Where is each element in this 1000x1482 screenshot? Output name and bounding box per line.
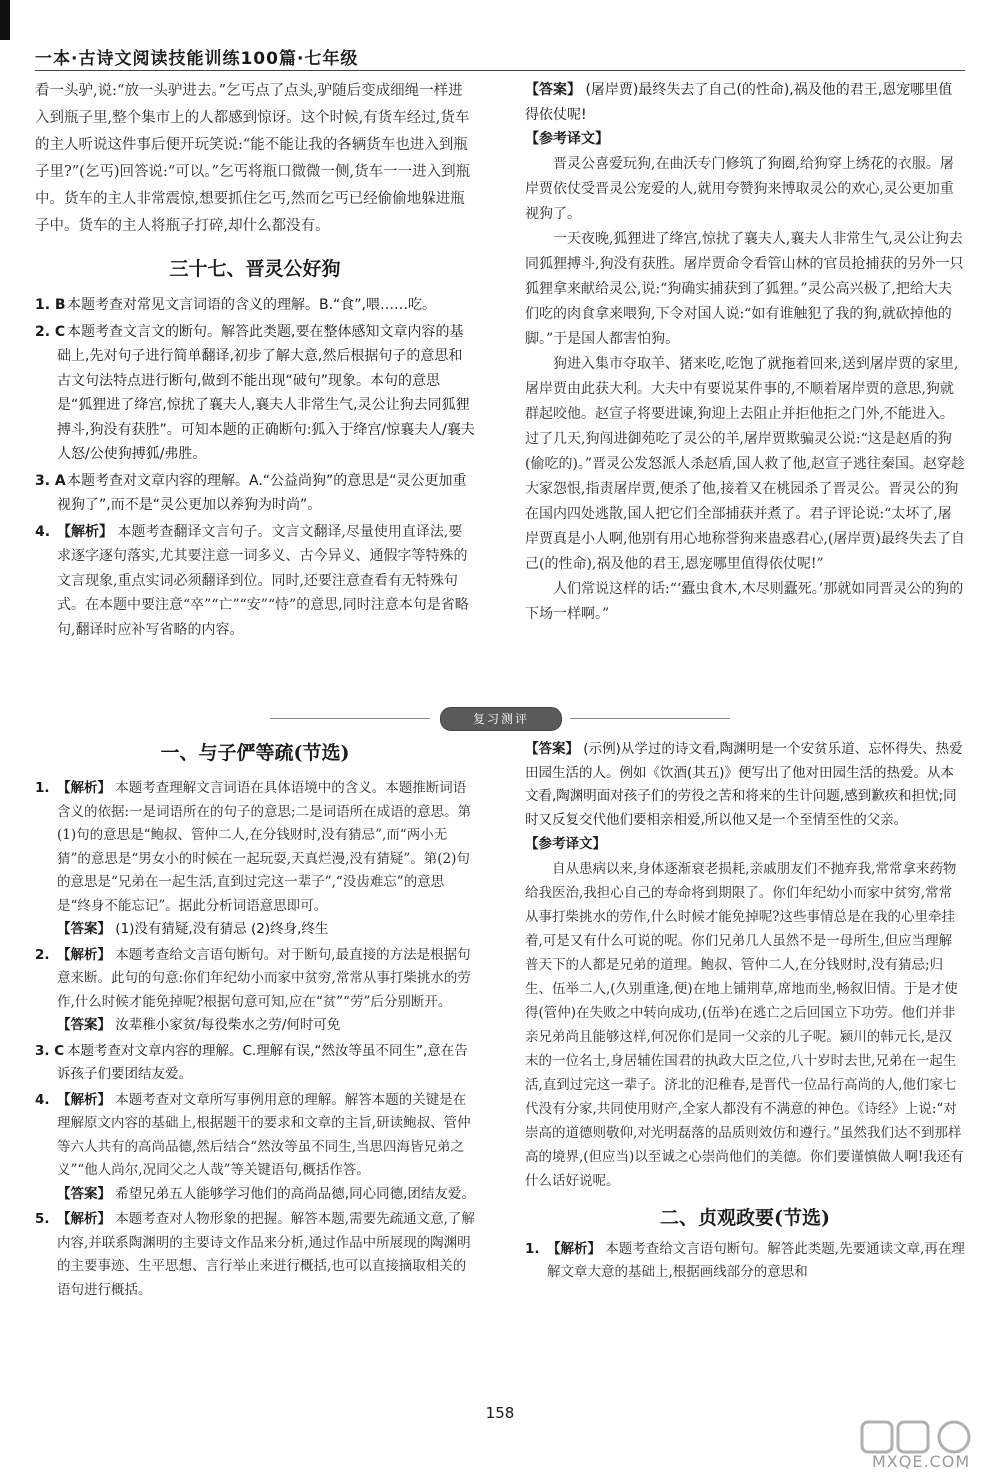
answer-line bbox=[57, 1183, 475, 1207]
question-text: 本题考查对文章所写事例用意的理解。解答本题的关键是在理解原文内容的基础上,根据题干的要求和文章的主旨,研读鲍叔、管仲等六人共有的高尚品德,然后结合“然汝等虽不同生,当思四海皆兄弟之义”“他人尚尔,况同父之人哉”等关键语句,概括作答。 bbox=[57, 1091, 471, 1178]
question-item bbox=[35, 293, 475, 318]
answer-label: 【答案】 bbox=[525, 741, 579, 757]
analysis-label: 【解析】 bbox=[57, 780, 111, 796]
question-item bbox=[35, 777, 475, 942]
question-number: 3. A bbox=[35, 472, 66, 489]
bottom-left-column bbox=[35, 738, 475, 1304]
question-text: 本题考查翻译文言句子。文言文翻译,尽量使用直译法,要求逐字逐句落实,尤其要注意一词多义、古今异义、通假字等特殊的文言现象,重点实词必须翻译到位。同时,还要注意查看有无特殊句式。在本题中要注意“卒”“亡”“安”“恃”的意思,同时注意本句是省略句,翻译时应补写省略的内容。 bbox=[57, 523, 469, 638]
answer-text: (屠岸贾)最终失去了自己(的性命),祸及他的君王,恩宠哪里值得依仗呢! bbox=[525, 82, 953, 123]
section-title-2: 二、贞观政要(节选) bbox=[660, 1206, 830, 1229]
answer-label: 【答案】 bbox=[57, 1017, 111, 1033]
answer-line bbox=[57, 918, 475, 942]
badge-rule-right bbox=[570, 718, 730, 719]
answer-label: 【答案】 bbox=[57, 921, 111, 937]
top-right-column bbox=[525, 78, 965, 627]
analysis-label: 【解析】 bbox=[57, 523, 113, 540]
top-left-column bbox=[35, 78, 475, 644]
question-item bbox=[35, 1040, 475, 1087]
review-badge: 复习测评 bbox=[440, 707, 562, 731]
answer-label: 【答案】 bbox=[525, 82, 581, 98]
question-number: 4. bbox=[35, 523, 51, 540]
answer-line bbox=[57, 1014, 475, 1038]
badge-rule-left bbox=[270, 718, 430, 719]
answer-text: 汝辈稚小家贫/每役柴水之劳/何时可免 bbox=[115, 1017, 341, 1033]
question-item bbox=[35, 1089, 475, 1207]
question-number: 3. C bbox=[35, 1042, 65, 1059]
question-item bbox=[35, 1208, 475, 1302]
translation-paragraph: 自从患病以来,身体逐渐衰老损耗,亲戚朋友们不抛弃我,常常拿来药物给我医治,我担心自己的寿命将到期限了。你们年纪幼小而家中贫穷,常常从事打柴挑水的劳作,什么时候才能免掉呢?这些事情总是在我的心里牵挂着,可是又有什么可说的呢。你们兄弟几人虽然不是一母所生,但应当理解普天下的人都是兄弟的道理。鲍叔、管仲二人,在分钱财时,没有猜忌;归生、伍举二人,(久别重逢,便)在地上铺荆草,席地而坐,畅叙旧情。于是才使得(管仲)在失败之中转向成功,(伍举)在逃亡之后回国立下功劳。他们并非亲兄弟尚且能够这样,何况你们是同一父亲的儿子呢。颍川的韩元长,是汉末的一位名士,身居辅佐国君的执政大臣之位,八十岁时去世,兄弟在一起生活,直到过完这一辈子。济北的氾稚春,是晋代一位品行高尚的人,他们家七代没有分家,共同使用财产,全家人都没有不满意的神色。《诗经》上说:“对崇高的道德则敬仰,对光明磊落的品质则效仿和遵行。”虽然我们达不到那样高的境界,(但应当)以至诚之心崇尚他们的美德。你们要谨慎做人啊!我还有什么话好说呢。 bbox=[525, 860, 964, 1189]
question-text: 本题考查对文章内容的理解。C.理解有误,“然汝等虽不同生”,意在告诉孩子们要团结友爱。 bbox=[57, 1042, 468, 1082]
page-number: 158 bbox=[485, 1404, 515, 1422]
question-number: 4. bbox=[35, 1091, 50, 1108]
section-title-37: 三十七、晋灵公好狗 bbox=[169, 258, 341, 280]
page-edge-bar bbox=[0, 0, 10, 40]
translation-paragraph: 狗进入集市夺取羊、猪来吃,吃饱了就拖着回来,送到屠岸贾的家里,屠岸贾由此获大利。大夫中有要说某件事的,不顺着屠岸贾的意思,狗就群起咬他。赵宣子将要进谏,狗迎上去阻止并拒他拒之门外,不能进入。过了几天,狗闯进御苑吃了灵公的羊,屠岸贾欺骗灵公说:“这是赵盾的狗(偷吃的)。”晋灵公发怒派人杀赵盾,国人救了他,赵宣子逃往秦国。赵穿趁大家怨恨,指责屠岸贾,便杀了他,接着又在桃园杀了晋灵公。晋灵公的狗在国内四处逃散,国人把它们全部捕获并煮了。君子评论说:“太坏了,屠岸贾真是小人啊,他别有用心地称誉狗来蛊惑君心,(屠岸贾)最终失去了自己(的性命),祸及他的君王,恩宠哪里值得依仗呢!” bbox=[525, 355, 965, 572]
question-number: 1. B bbox=[35, 297, 66, 313]
question-text: 本题考查文言文的断句。解答此类题,要在整体感知文章内容的基础上,先对句子进行简单翻译,初步了解大意,然后根据句子的意思和古文句法特点进行断句,做到不能出现“破句”现象。本句的意思是“狐狸进了绛宫,惊扰了襄夫人,襄夫人非常生气,灵公让狗去同狐狸搏斗,狗没有获胜”。可知本题的正确断句:狐入于绛宫/惊襄夫人/襄夫人怒/公使狗搏狐/弗胜。 bbox=[57, 323, 475, 462]
translation-paragraph: 晋灵公喜爱玩狗,在曲沃专门修筑了狗圈,给狗穿上绣花的衣服。屠岸贾依仗受晋灵公宠爱的人,就用夸赞狗来博取灵公的欢心,灵公更加重视狗了。 bbox=[525, 155, 954, 222]
question-text: 本题考查对人物形象的把握。解答本题,需要先疏通文意,了解内容,并联系陶渊明的主要诗文作品来分析,通过作品中所展现的陶渊明的主要事迹、生平思想、言行举止来进行概括,也可以直接摘取相关的语句进行概括。 bbox=[57, 1211, 475, 1298]
reference-translation-label: 【参考译文】 bbox=[525, 131, 609, 147]
question-text: 本题考查给文言语句断句。对于断句,最直接的方法是根据句意来断。此句的句意:你们年纪幼小而家中贫穷,常常从事打柴挑水的劳作,什么时候才能免掉呢?根据句意可知,应在“贫”“劳”后分别断开。 bbox=[57, 946, 471, 1010]
section-title-1: 一、与子俨等疏(节选) bbox=[160, 742, 350, 764]
reference-translation-label: 【参考译文】 bbox=[525, 836, 606, 852]
analysis-label: 【解析】 bbox=[547, 1240, 601, 1257]
analysis-label: 【解析】 bbox=[57, 1211, 111, 1227]
answer-text: 希望兄弟五人能够学习他们的高尚品德,同心同德,团结友爱。 bbox=[115, 1185, 475, 1202]
translation-paragraph: 一天夜晚,狐狸进了绛宫,惊扰了襄夫人,襄夫人非常生气,灵公让狗去同狐狸搏斗,狗没有获胜。屠岸贾命令看管山林的官员抢捕获的另外一只狐狸拿来献给灵公,说:“狗确实捕获到了狐狸。”灵公高兴极了,把给大夫们吃的肉食拿来喂狗,下令对国人说:“如有谁触犯了我的狗,就砍掉他的脚。”于是国人都害怕狗。 bbox=[525, 230, 964, 347]
review-divider bbox=[0, 707, 1000, 729]
header-divider bbox=[35, 70, 965, 71]
watermark-text: MXQE.COM bbox=[872, 1452, 971, 1471]
translation-paragraph: 人们常说这样的话:“‘蠹虫食木,木尽则蠹死。’那就如同晋灵公的狗的下场一样啊。” bbox=[525, 580, 964, 622]
question-text: 本题考查给文言语句断句。解答此类题,先要通读文章,再在理解文章大意的基础上,根据画线部分的意思和 bbox=[547, 1240, 965, 1280]
answer-text: (示例)从学过的诗文看,陶渊明是一个安贫乐道、忘怀得失、热爱田园生活的人。例如《饮酒(其五)》便写出了他对田园生活的热爱。从本文看,陶渊明面对孩子们的劳役之苦和将来的生计问题,感到歉疚和担忧;同时又反复交代他们要相亲相爱,所以他又是一个至情至性的父亲。 bbox=[525, 741, 963, 828]
analysis-label: 【解析】 bbox=[57, 946, 111, 963]
question-text: 本题考查对常见文言词语的含义的理解。B.“食”,喂……吃。 bbox=[67, 297, 437, 313]
question-number: 2. C bbox=[35, 323, 66, 340]
question-item bbox=[35, 520, 475, 643]
question-number: 1. bbox=[525, 1240, 540, 1257]
story-paragraph: 看一头驴,说:“放一头驴进去。”乞丐点了点头,驴随后变成细绳一样进入到瓶子里,整个集市上的人都感到惊讶。这个时候,有货车经过,货车的主人听说这件事后便开玩笑说:“能不能让我的各辆货车也进入到瓶子里?”(乞丐)回答说:“可以。”乞丐将瓶口微微一侧,货车一一进入到瓶中。货车的主人非常震惊,想要抓住乞丐,然而乞丐已经偷偷地躲进瓶子中。货车的主人将瓶子打碎,却什么都没有。 bbox=[35, 83, 471, 234]
question-text: 本题考查对文章内容的理解。A.“公益尚狗”的意思是“灵公更加重视狗了”,而不是“灵公更加以养狗为时尚”。 bbox=[57, 472, 467, 513]
question-text: 本题考查理解文言词语在具体语境中的含义。本题推断词语含义的依据:一是词语所在的句子的意思;二是词语所在成语的意思。第(1)句的意思是“鲍叔、管仲二人,在分钱财时,没有猜忌”,而“两小无猜”的意思是“男女小的时候在一起玩耍,天真烂漫,没有猜疑”。第(2)句的意思是“兄弟在一起生活,直到过完这一辈子”,“没齿难忘”的意思是“终身不能忘记”。据此分析词语意思即可。 bbox=[57, 780, 472, 914]
question-item bbox=[35, 320, 475, 467]
question-number: 1. bbox=[35, 780, 50, 796]
question-number: 5. bbox=[35, 1211, 50, 1227]
question-item bbox=[35, 469, 475, 518]
answer-label: 【答案】 bbox=[57, 1185, 111, 1202]
question-item bbox=[525, 1238, 965, 1285]
book-header: 一本·古诗文阅读技能训练100篇·七年级 bbox=[35, 49, 359, 69]
question-item bbox=[35, 944, 475, 1038]
answer-text: (1)没有猜疑,没有猜忌 (2)终身,终生 bbox=[115, 921, 329, 937]
analysis-label: 【解析】 bbox=[57, 1091, 111, 1108]
question-number: 2. bbox=[35, 946, 50, 963]
bottom-right-column bbox=[525, 738, 965, 1287]
